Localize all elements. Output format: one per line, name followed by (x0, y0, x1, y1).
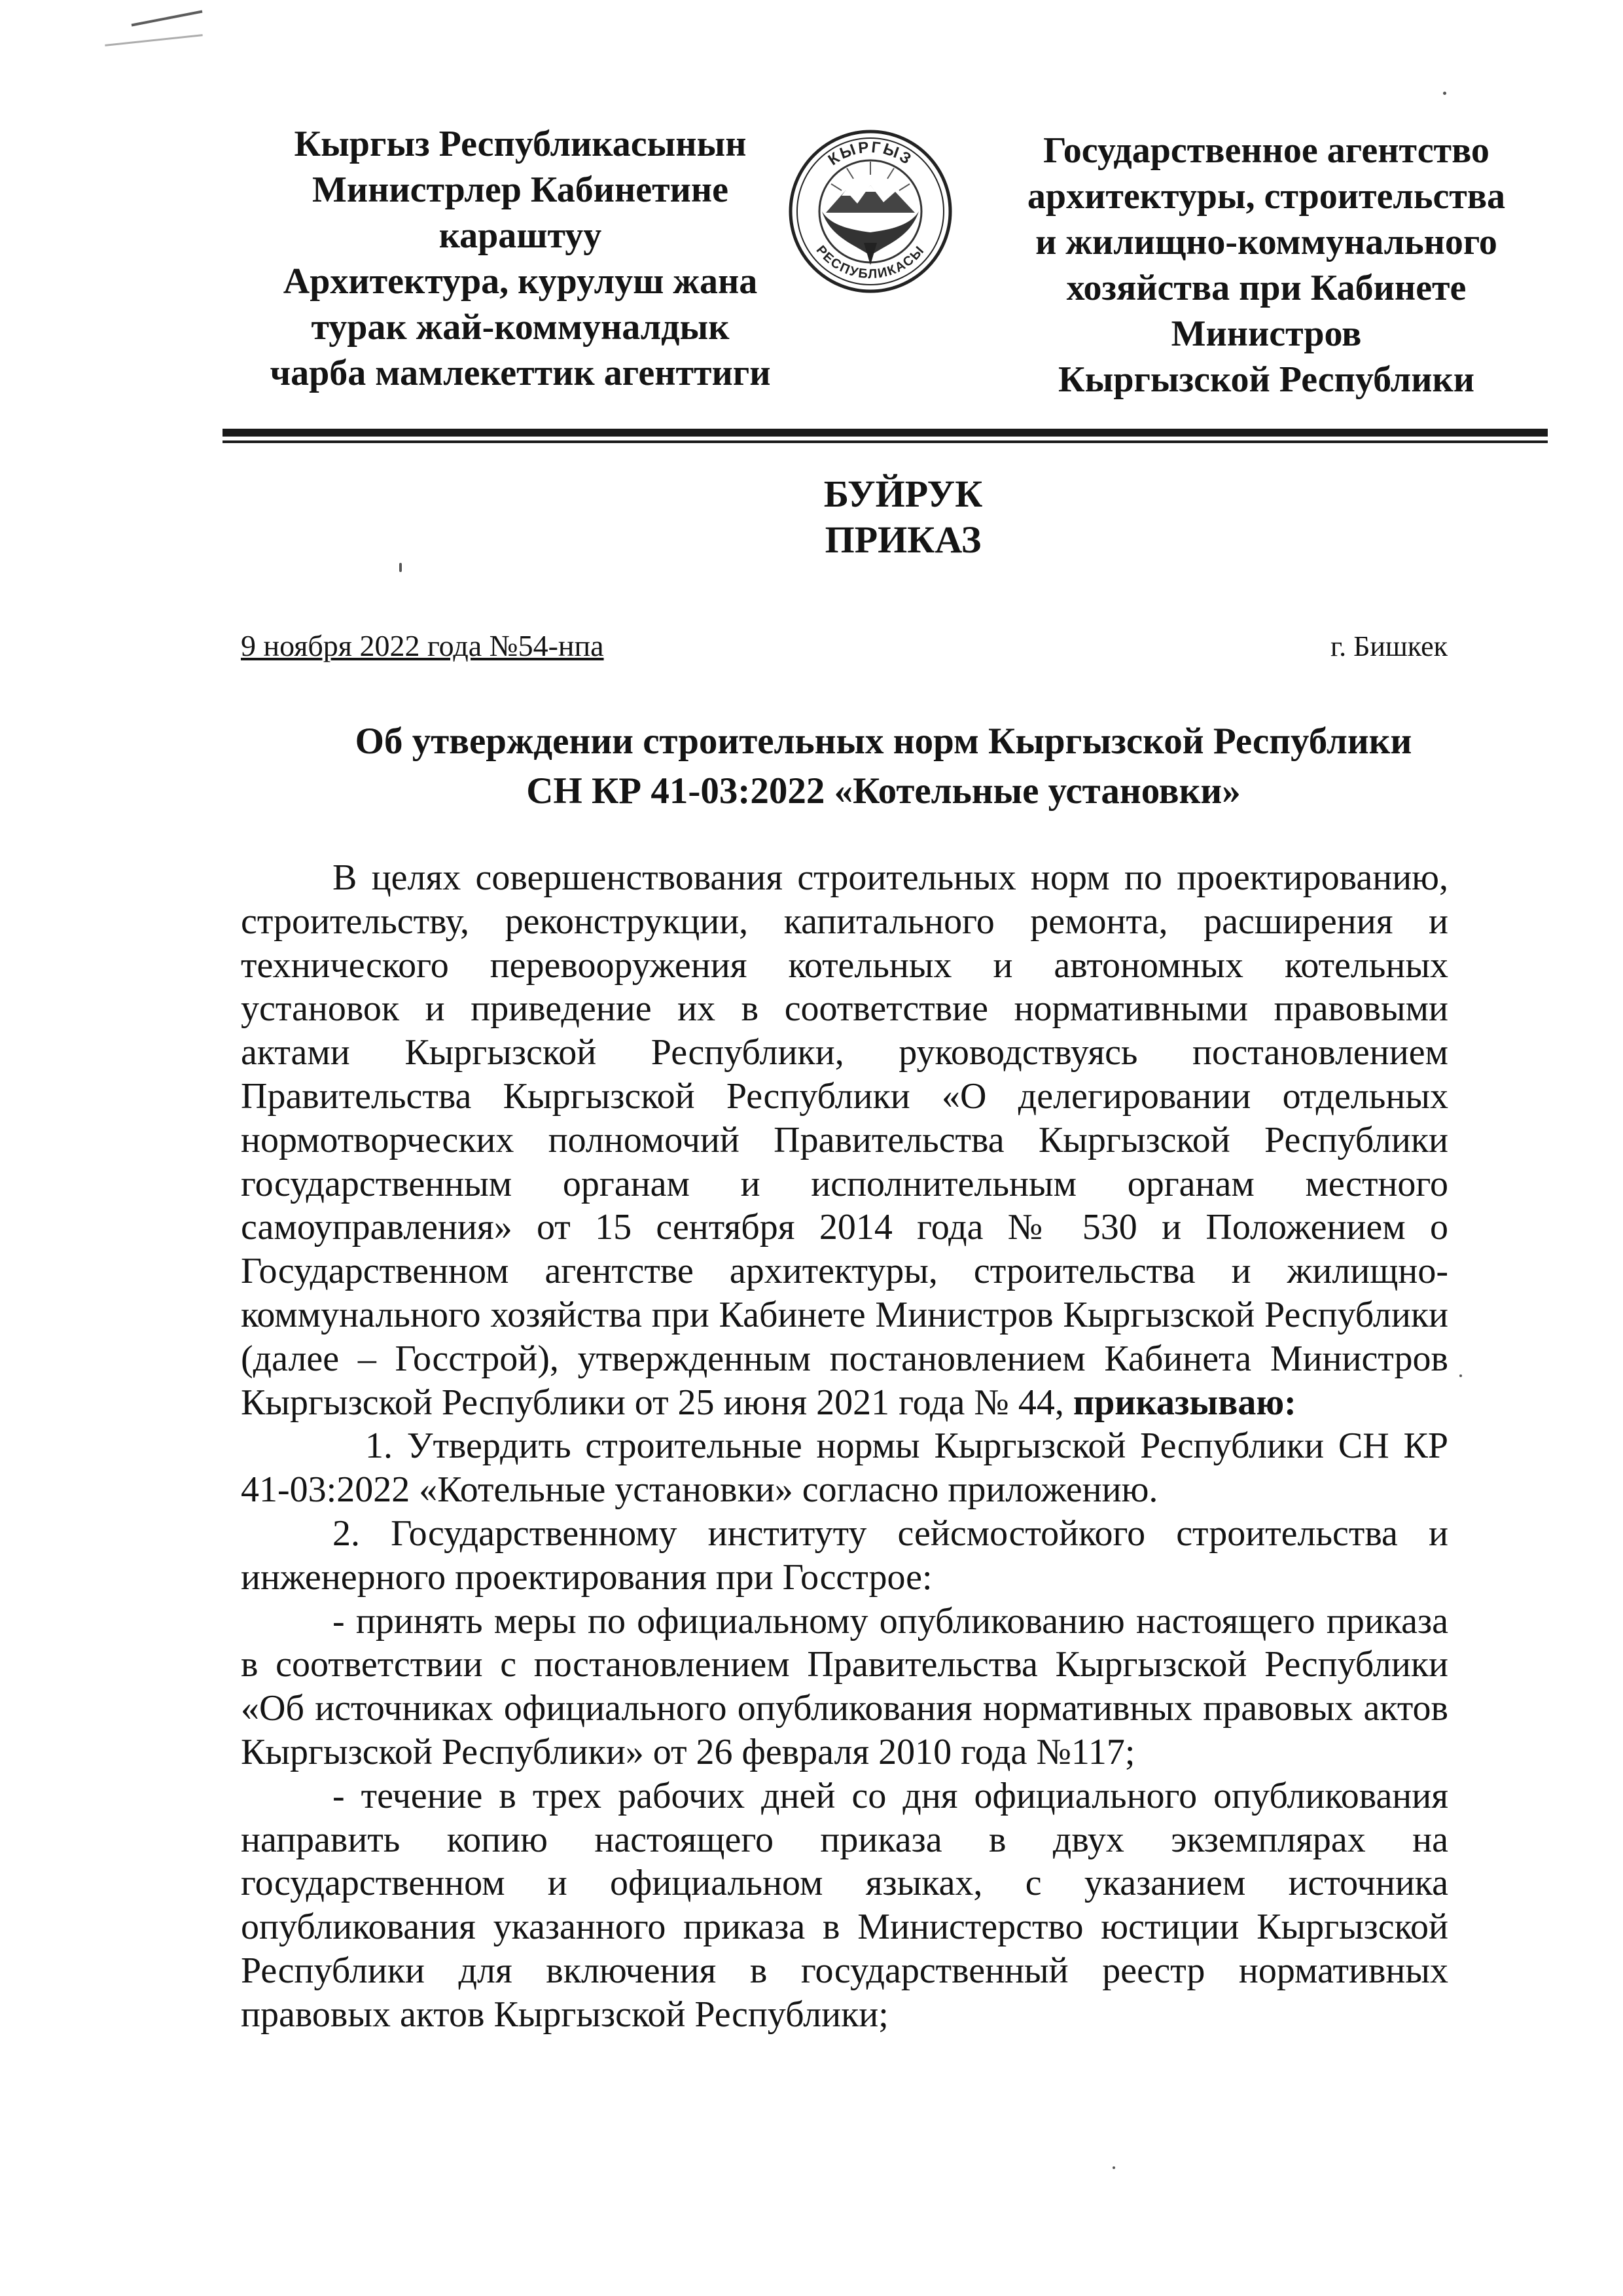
header-right-line: архитектуры, строительства (1027, 176, 1506, 217)
order-title-russian: ПРИКАЗ (825, 518, 982, 561)
scan-speck (399, 563, 402, 572)
order-title-kyrgyz: БУЙРУК (823, 473, 983, 515)
header-left-line: караштуу (438, 215, 602, 256)
item-1-paragraph: 1. Утвердить строительные нормы Кыргызской Республики СН КР 41-03:2022 «Котельные установки» согласно приложению. (241, 1426, 1448, 1511)
emblem-top-text: КЫРГЫЗ (825, 138, 916, 170)
item-2b-paragraph: - течение в трех рабочих дней со дня официального опубликования направить копию настоящего приказа в двух экземплярах на государственном и официальном языках, с указанием источника опубликования указанного приказа в Министерство юстиции Кыргызской Республики для включения в государственный реестр нормативных правовых актов Кыргызской Республики; (241, 1775, 1448, 2035)
scan-speck (1443, 92, 1446, 95)
header-kyrgyz (232, 121, 808, 396)
emblem-bottom-text: РЕСПУБЛИКАСЫ (813, 243, 928, 282)
document-subject (236, 717, 1531, 816)
header-left-line: турак жай-коммуналдык (311, 307, 730, 348)
state-emblem-icon (785, 128, 955, 295)
header-left-line: Архитектура, курулуш жана (283, 261, 758, 302)
document-body (241, 856, 1448, 2037)
header-left-line: Кыргыз Республикасынын (294, 124, 747, 164)
preamble-paragraph (241, 856, 1448, 1424)
header-divider-thick (223, 429, 1548, 437)
order-date-number: 9 ноября 2022 года №54-нпа (241, 629, 604, 662)
scan-speck (1459, 1374, 1462, 1377)
header-right-line: хозяйства при Кабинете (1066, 268, 1467, 308)
item-2-paragraph: 2. Государственному институту сейсмостойкого строительства и инженерного проектирования при Госстрое: (241, 1513, 1448, 1598)
order-city: г. Бишкек (1330, 630, 1448, 662)
header-right-line: и жилищно-коммунального (1035, 222, 1497, 262)
order-word: приказываю: (1073, 1382, 1296, 1423)
header-right-line: Государственное агентство (1043, 130, 1489, 171)
scan-artifact (132, 10, 203, 27)
order-title (654, 471, 1152, 563)
header-divider-thin (223, 440, 1548, 443)
subject-line: СН КР 41-03:2022 «Котельные установки» (526, 770, 1241, 812)
item-2a-paragraph: - принять меры по официальному опубликованию настоящего приказа в соответствии с постановлением Правительства Кыргызской Республики «Об источниках официального опубликования нормативных правовых актов Кыргызской Республики» от 26 февраля 2010 года №117; (241, 1600, 1448, 1772)
header-right-line: Министров (1171, 314, 1362, 354)
scan-speck (1113, 2166, 1115, 2169)
preamble-text: В целях совершенствования строительных норм по проектированию, строительству, реконструкции, капитального ремонта, расширения и технического перевооружения котельных и автономных котельных установок и приведение их в соответствие нормативными правовыми актами Кыргызской Республики, руководствуясь постановлением Правительства Кыргызской Республики «О делегировании отдельных нормотворческих полномочий Правительства Кыргызской Республики государственным органам и исполнительным органам местного самоуправления» от 15 сентября 2014 года № 530 и Положением о Государственном агентстве архитектуры, строительства и жилищно-коммунального хозяйства при Кабинете Министров Кыргызской Республики (далее – Госстрой), утвержденным постановлением Кабинета Министров Кыргызской Республики от 25 июня 2021 года № 44, (241, 857, 1448, 1423)
header-left-line: чарба мамлекеттик агенттиги (270, 353, 771, 393)
header-russian (975, 128, 1558, 403)
subject-line: Об утверждении строительных норм Кыргызской Республики (355, 721, 1412, 762)
header-left-line: Министрлер Кабинетине (312, 170, 728, 210)
header-right-line: Кыргызской Республики (1058, 359, 1474, 400)
scan-artifact (105, 34, 202, 46)
